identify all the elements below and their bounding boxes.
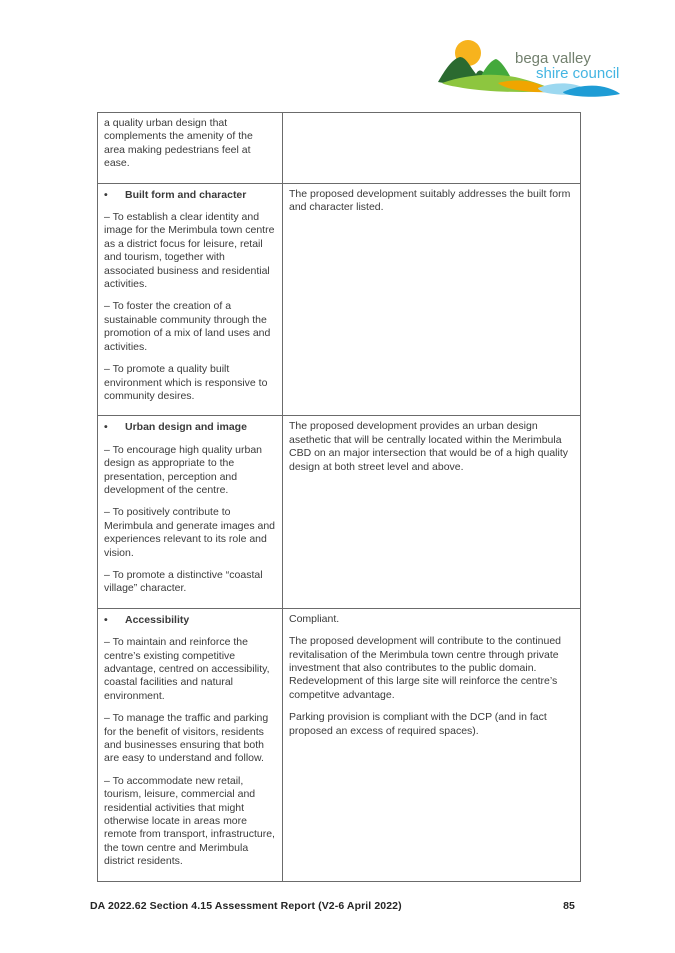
objective-heading-text: Urban design and image [125,421,247,434]
objective-heading-text: Accessibility [125,613,190,626]
council-logo-icon [438,36,624,100]
table-row-built-form [98,183,581,416]
logo-text-shire-council: shire council [536,65,620,82]
objective-cell [98,608,283,881]
bullet-icon: • [104,188,108,201]
bullet-icon: • [104,421,108,434]
objective-paragraph: a quality urban design that complements the amenity of the area making pedestrians feel at ease. [104,117,253,170]
objective-cell [98,113,283,184]
comment-paragraph: The proposed development will contribute to the continued revitalisation of the Merimbula town centre through private investment that also contributes to the public domain. Redevelopment of this large site will reinforce the centre’s competitve advantage. [289,635,562,701]
page-footer [90,900,575,912]
objective-heading-text: Built form and character [125,188,247,201]
table-row-urban-design [98,416,581,608]
footer-report-title: DA 2022.62 Section 4.15 Assessment Report (V2-6 April 2022) [90,900,402,912]
comment-paragraph: The proposed development provides an urban design asethetic that will be centrally located within the Merimbula CBD on an major intersection that would be of a high quality design at both street level and above. [289,420,568,473]
logo-text-bega-valley: bega valley [515,50,591,67]
objective-heading [104,189,276,202]
comment-cell [283,183,581,416]
objective-paragraph: – To foster the creation of a sustainable community through the promotion of a mix of land uses and activities. [104,300,271,353]
objective-paragraph: – To promote a distinctive “coastal village” character. [104,568,263,595]
objective-cell [98,183,283,416]
objective-paragraph: – To positively contribute to Merimbula and generate images and experiences relevant to its role and vision. [104,506,276,559]
comment-cell [283,608,581,881]
council-logo [438,36,624,100]
assessment-table [97,112,581,882]
comment-paragraph: The proposed development suitably addresses the built form and character listed. [289,187,571,214]
objective-paragraph: – To establish a clear identity and image for the Merimbula town centre as a district focus for leisure, retail and tourism, together with associated business and residential activities. [104,211,275,291]
bullet-icon: • [104,613,108,626]
objective-paragraph: – To promote a quality built environment which is responsive to community desires. [104,363,268,402]
table-row-accessibility [98,608,581,881]
page-number: 85 [563,900,575,912]
comment-cell [283,416,581,608]
objective-paragraph: – To manage the traffic and parking for the benefit of visitors, residents and businesses ensuring that both are easy to understand and follow. [104,712,269,765]
comment-paragraph: Compliant. [289,612,340,625]
objective-paragraph: – To encourage high quality urban design as appropriate to the presentation, perception and development of the centre. [104,443,263,496]
comment-cell-empty [283,113,581,184]
objective-paragraph: – To maintain and reinforce the centre’s existing competitive advantage, centred on accessibility, coastal facilities and natural environment. [104,636,270,702]
table-row-continuation [98,113,581,184]
objective-heading [104,421,276,434]
objective-cell [98,416,283,608]
objective-paragraph: – To accommodate new retail, tourism, leisure, commercial and residential activities that might otherwise locate in areas more remote from transport, infrastructure, the town centre and Merimbula district residents. [104,774,275,868]
comment-paragraph: Parking provision is compliant with the DCP (and in fact proposed an excess of required spaces). [289,711,547,737]
objective-heading [104,614,276,627]
